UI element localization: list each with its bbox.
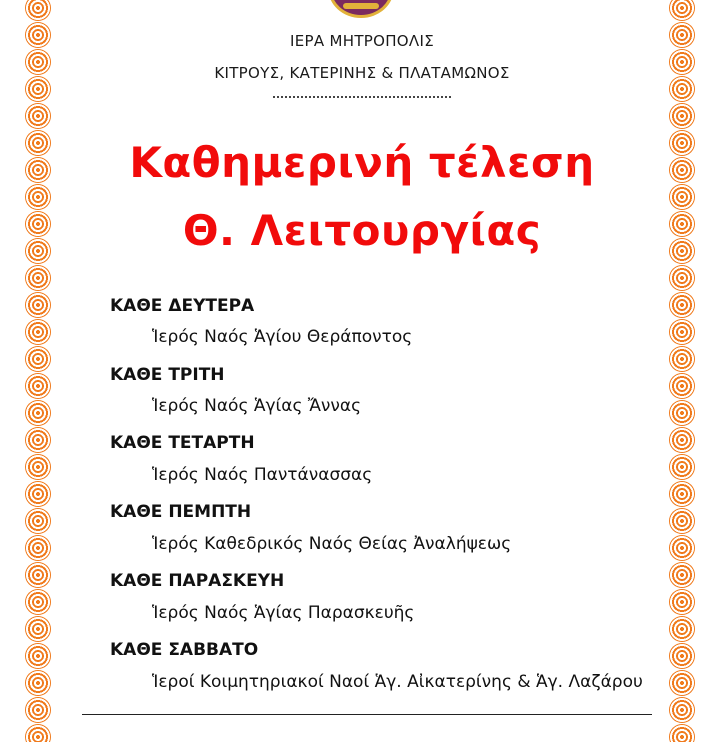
border-ring-icon — [26, 698, 50, 722]
schedule-day: ΚΑΘΕ ΔΕΥΤΕΡΑ — [110, 296, 255, 316]
border-ring-icon — [26, 455, 50, 479]
border-ring-icon — [670, 401, 694, 425]
title-line-1: Καθημερινή τέλεση — [129, 138, 595, 187]
border-ring-icon — [26, 347, 50, 371]
border-ring-icon — [670, 374, 694, 398]
header-metropolis: ΙΕΡΑ ΜΗΤΡΟΠΟΛΙΣ — [290, 32, 434, 50]
border-ring-icon — [670, 590, 694, 614]
border-ring-icon — [26, 104, 50, 128]
schedule-day: ΚΑΘΕ ΤΡΙΤΗ — [110, 365, 225, 385]
border-ring-icon — [26, 320, 50, 344]
bottom-rule — [82, 714, 652, 715]
border-ring-icon — [670, 671, 694, 695]
border-ring-icon — [670, 347, 694, 371]
schedule-day: ΚΑΘΕ ΠΕΜΠΤΗ — [110, 502, 252, 522]
border-ring-icon — [26, 428, 50, 452]
border-ring-icon — [26, 401, 50, 425]
border-ring-icon — [26, 482, 50, 506]
border-ring-icon — [670, 0, 694, 20]
left-decorative-border — [23, 0, 53, 742]
border-ring-icon — [26, 266, 50, 290]
border-ring-icon — [26, 0, 50, 20]
border-ring-icon — [670, 617, 694, 641]
border-ring-icon — [670, 482, 694, 506]
schedule-church: Ἱερός Καθεδρικός Ναός Θείας Ἀναλήψεως — [152, 534, 512, 554]
right-decorative-border — [667, 0, 697, 742]
border-ring-icon — [670, 320, 694, 344]
border-ring-icon — [670, 563, 694, 587]
border-ring-icon — [26, 293, 50, 317]
border-ring-icon — [670, 536, 694, 560]
dotted-separator — [273, 96, 451, 98]
border-ring-icon — [670, 266, 694, 290]
border-ring-icon — [670, 725, 694, 742]
schedule-day: ΚΑΘΕ ΣΑΒΒΑΤΟ — [110, 640, 259, 660]
schedule-church: Ἱερός Ναός Ἁγίας Παρασκευῆς — [152, 603, 415, 623]
border-ring-icon — [26, 725, 50, 742]
border-ring-icon — [26, 563, 50, 587]
schedule-church: Ἱεροί Κοιμητηριακοί Ναοί Ἁγ. Αἰκατερίνης & Ἁγ. Λαζάρου — [152, 672, 643, 692]
schedule-church: Ἱερός Ναός Παντάνασσας — [152, 465, 373, 485]
metropolis-logo-icon — [328, 0, 394, 18]
border-ring-icon — [26, 590, 50, 614]
border-ring-icon — [670, 104, 694, 128]
border-ring-icon — [26, 671, 50, 695]
header-dioceses: ΚΙΤΡΟΥΣ, ΚΑΤΕΡΙΝΗΣ & ΠΛΑΤΑΜΩΝΟΣ — [214, 64, 510, 82]
border-ring-icon — [670, 644, 694, 668]
border-ring-icon — [26, 374, 50, 398]
schedule-day: ΚΑΘΕ ΤΕΤΑΡΤΗ — [110, 433, 255, 453]
border-ring-icon — [26, 617, 50, 641]
schedule-day: ΚΑΘΕ ΠΑΡΑΣΚΕΥΗ — [110, 571, 285, 591]
border-ring-icon — [26, 644, 50, 668]
schedule-church: Ἱερός Ναός Ἁγίου Θεράποντος — [152, 327, 413, 347]
border-ring-icon — [26, 509, 50, 533]
border-ring-icon — [670, 698, 694, 722]
title-line-2: Θ. Λειτουργίας — [182, 206, 542, 255]
border-ring-icon — [670, 455, 694, 479]
border-ring-icon — [26, 536, 50, 560]
border-ring-icon — [670, 509, 694, 533]
border-ring-icon — [670, 293, 694, 317]
schedule-church: Ἱερός Ναός Ἁγίας Ἄννας — [152, 396, 362, 416]
border-ring-icon — [670, 428, 694, 452]
